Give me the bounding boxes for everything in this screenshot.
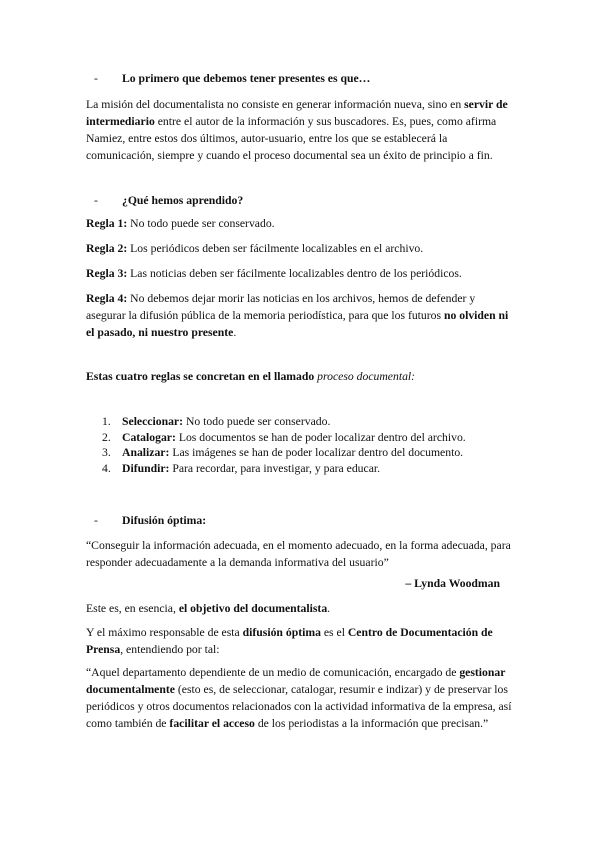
step-number: 3. xyxy=(102,446,111,459)
def-text-e: de los periodistas a la información que precisan.” xyxy=(254,717,489,730)
process-lead-bold: Estas cuatro reglas se concretan en el llamado xyxy=(86,370,318,383)
rule-text: No todo puede ser conservado. xyxy=(127,217,275,230)
step-number: 4. xyxy=(102,461,111,475)
def-text-bold-1: gestionar documentalmente xyxy=(86,666,506,696)
list-item xyxy=(86,414,526,430)
rule-text: Los periódicos deben ser fácilmente localizables en el archivo. xyxy=(127,242,424,255)
process-lead xyxy=(86,368,516,385)
list-item xyxy=(86,461,526,477)
step-number: 2. xyxy=(102,430,111,444)
list-item xyxy=(86,430,526,446)
step-label: Analizar: xyxy=(122,446,170,459)
step-number: 1. xyxy=(102,415,111,428)
rule-end: . xyxy=(233,326,237,339)
learned-heading: ¿Qué hemos aprendido? xyxy=(122,194,244,207)
rule-bold-tail: no olviden ni el pasado, ni nuestro presente xyxy=(86,309,509,339)
objective-line xyxy=(86,600,516,617)
objective-text-bold: el objetivo del documentalista xyxy=(178,602,328,615)
intro-text-bold: servir de intermediario xyxy=(86,98,508,128)
quote-author: – Lynda Woodman xyxy=(405,577,500,590)
step-label: Difundir: xyxy=(122,461,170,475)
dash-bullet: - xyxy=(94,194,98,207)
dash-bullet: - xyxy=(94,72,98,85)
responsible-paragraph xyxy=(86,624,516,658)
resp-text-bold-2: Centro de Documentación de Prensa xyxy=(86,626,493,656)
step-text: Para recordar, para investigar, y para educar. xyxy=(169,461,381,475)
intro-text-a: La misión del documentalista no consiste en generar información nueva, sino en xyxy=(86,98,465,111)
rule-label: Regla 4: xyxy=(86,292,128,305)
dash-bullet: - xyxy=(94,514,98,527)
resp-text-bold-1: difusión óptima xyxy=(242,626,321,639)
rule-text: Las noticias deben ser fácilmente localizables dentro de los periódicos. xyxy=(127,267,462,280)
rule-2 xyxy=(86,240,516,257)
rule-1 xyxy=(86,215,516,232)
process-steps-list xyxy=(86,414,526,476)
list-item xyxy=(86,445,526,461)
rule-label: Regla 3: xyxy=(86,267,128,280)
rule-label: Regla 2: xyxy=(86,242,128,255)
resp-text-a: Y el máximo responsable de esta xyxy=(86,626,243,639)
def-text-c: (esto es, de seleccionar, catalogar, resumir e indizar) y de preservar los periódicos y otros documentos relacionados con la actividad informativa de la empresa, así como también de xyxy=(86,683,512,730)
objective-text-a: Este es, en esencia, xyxy=(86,602,179,615)
intro-heading: Lo primero que debemos tener presentes es que… xyxy=(122,72,371,85)
rule-4 xyxy=(86,290,516,341)
def-text-bold-2: facilitar el acceso xyxy=(169,717,255,730)
step-text: No todo puede ser conservado. xyxy=(183,415,331,428)
step-label: Seleccionar: xyxy=(122,415,184,428)
resp-text-c: es el xyxy=(320,626,348,639)
resp-text-e: , entendiendo por tal: xyxy=(120,643,220,656)
rule-text: No debemos dejar morir las noticias en los archivos, hemos de defender y asegurar la difusión pública de la memoria periodística, para que los futuros xyxy=(86,292,476,322)
objective-text-end: . xyxy=(327,602,331,615)
rule-3 xyxy=(86,265,516,282)
intro-paragraph xyxy=(86,96,516,164)
difusion-heading: Difusión óptima: xyxy=(122,514,207,527)
rule-label: Regla 1: xyxy=(86,217,128,230)
intro-text-c: entre el autor de la información y sus buscadores. Es, pues, como afirma Namiez, entre estos dos últimos, autor-usuario, entre los que se establecerá la comunicación, siempre y cuando el proceso documental sea un éxito de principio a fin. xyxy=(86,115,497,162)
step-text: Las imágenes se han de poder localizar dentro del documento. xyxy=(169,446,464,459)
woodman-quote: “Conseguir la información adecuada, en el momento adecuado, en la forma adecuada, para responder adecuadamente a la demanda informativa del usuario” xyxy=(86,539,511,569)
step-text: Los documentos se han de poder localizar dentro del archivo. xyxy=(175,430,466,444)
def-text-a: “Aquel departamento dependiente de un medio de comunicación, encargado de xyxy=(86,666,460,679)
process-lead-italic: proceso documental: xyxy=(317,370,416,383)
step-label: Catalogar: xyxy=(122,430,176,444)
definition-quote xyxy=(86,664,516,732)
